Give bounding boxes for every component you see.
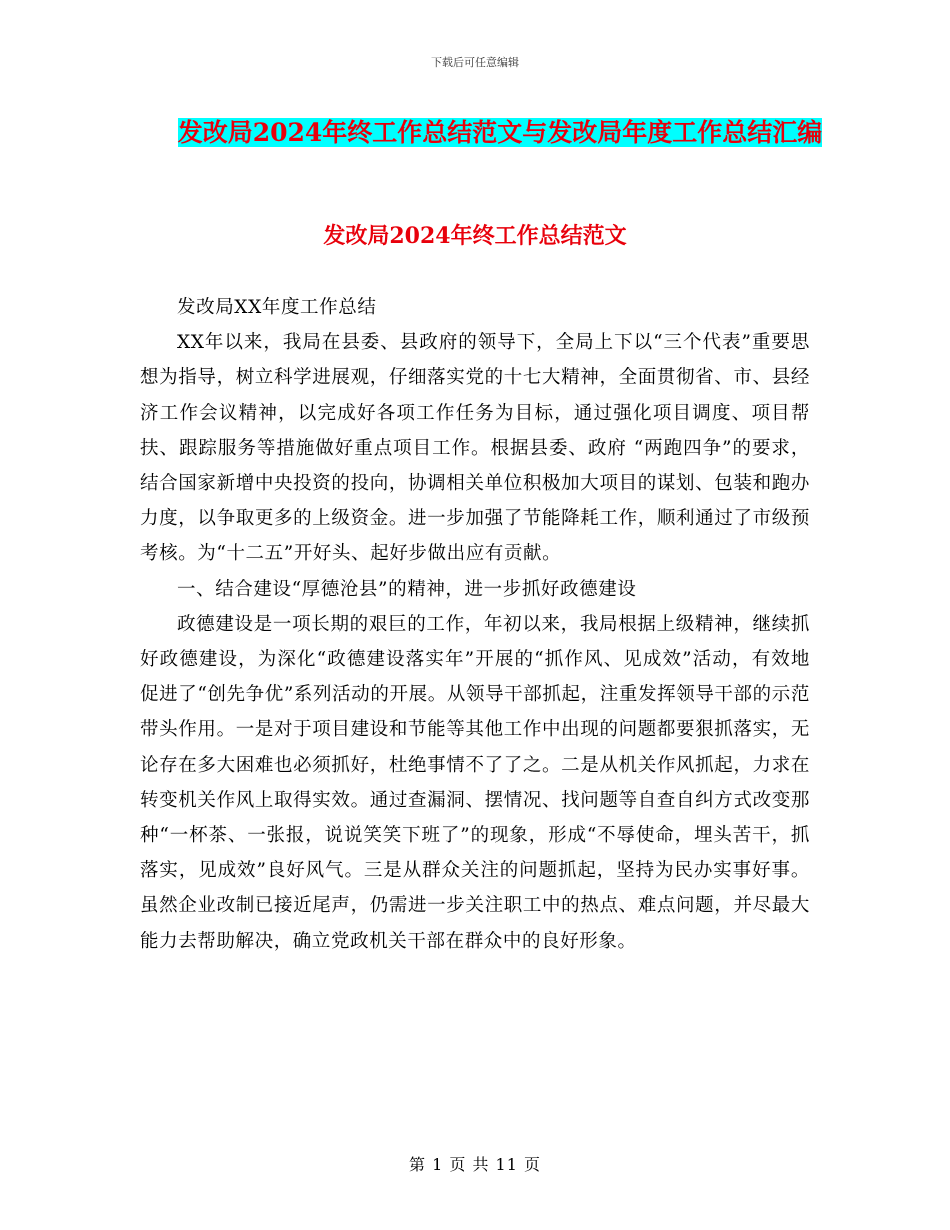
document-body — [140, 290, 810, 959]
document-title-text: 发改局2024年终工作总结范文与发改局年度工作总结汇编 — [177, 118, 823, 147]
paragraph-heading: 发改局XX年度工作总结 — [177, 297, 377, 318]
header-note: 下载后可任意编辑 — [431, 56, 519, 69]
section-title: 发改局2024年终工作总结范文 — [323, 223, 627, 249]
page-number: 第 1 页 共 11 页 — [409, 1155, 541, 1174]
paragraph: 政德建设是一项长期的艰巨的工作，年初以来，我局根据上级精神，继续抓好政德建设，为深化“政德建设落实年”开展的“抓作风、见成效”活动，有效地促进了“创先争优”系列活动的开展。从领导干部抓起，注重发挥领导干部的示范带头作用。一是对于项目建设和节能等其他工作中出现的问题都要狠抓落实，无论存在多大困难也必须抓好，杜绝事情不了了之。二是从机关作风抓起，力求在转变机关作风上取得实效。通过查漏洞、摆情况、找问题等自查自纠方式改变那种“一杯茶、一张报，说说笑笑下班了”的现象，形成“不辱使命，埋头苦干，抓落实，见成效”良好风气。三是从群众关注的问题抓起，坚持为民办实事好事。虽然企业改制已接近尾声，仍需进一步关注职工中的热点、难点问题，并尽最大能力去帮助解决，确立党政机关干部在群众中的良好形象。 — [140, 613, 810, 952]
paragraph-subheading: 一、结合建设“厚德沧县”的精神，进一步抓好政德建设 — [177, 578, 637, 600]
document-title — [140, 110, 860, 155]
paragraph: XX年以来，我局在县委、县政府的领导下，全局上下以“三个代表”重要思想为指导，树立科学进展观，仔细落实党的十七大精神，全面贯彻省、市、县经济工作会议精神，以完成好各项工作任务为目标，通过强化项目调度、项目帮扶、跟踪服务等措施做好重点项目工作。根据县委、政府 “两跑四争”的要求，结合国家新增中央投资的投向，协调相关单位积极加大项目的谋划、包装和跑办力度，以争取更多的上级资金。进一步加强了节能降耗工作，顺利通过了市级预考核。为“十二五”开好头、起好步做出应有贡献。 — [140, 332, 810, 565]
